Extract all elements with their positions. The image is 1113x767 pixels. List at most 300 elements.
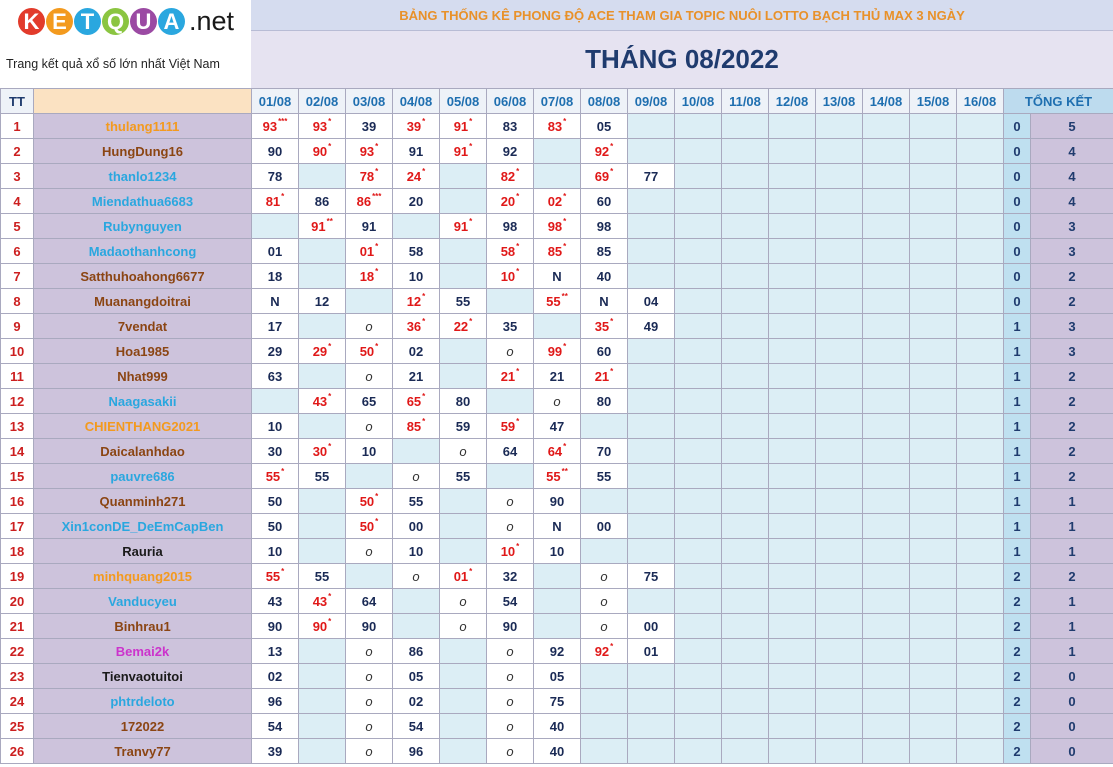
day-cell xyxy=(299,664,346,689)
day-cell xyxy=(581,264,628,289)
hit-star: * xyxy=(469,566,473,576)
day-number: 02 xyxy=(267,668,283,684)
day-cell xyxy=(534,489,581,514)
day-number: o xyxy=(506,743,514,759)
day-cell xyxy=(628,614,675,639)
day-cell xyxy=(957,114,1004,139)
summary-total: 5 xyxy=(1031,114,1113,139)
day-cell xyxy=(252,714,299,739)
day-number: 18 xyxy=(267,268,283,284)
row-number: 21 xyxy=(1,614,34,639)
day-number: 55 xyxy=(265,568,281,584)
day-cell xyxy=(252,564,299,589)
header-date: 09/08 xyxy=(628,89,675,114)
day-number: 30 xyxy=(312,443,328,459)
day-number: o xyxy=(506,693,514,709)
day-number: 50 xyxy=(359,518,375,534)
day-number: 43 xyxy=(312,593,328,609)
day-number: o xyxy=(506,518,514,534)
day-cell xyxy=(628,539,675,564)
day-cell xyxy=(863,189,910,214)
day-cell xyxy=(816,714,863,739)
hit-star: * xyxy=(281,566,285,576)
day-cell xyxy=(393,639,440,664)
summary-total: 4 xyxy=(1031,139,1113,164)
player-name[interactable]: phtrdeloto xyxy=(34,689,252,714)
day-number: 55 xyxy=(546,293,561,309)
day-cell xyxy=(393,239,440,264)
day-number: 99 xyxy=(547,343,563,359)
day-number: o xyxy=(600,568,608,584)
player-name[interactable]: Vanducyeu xyxy=(34,589,252,614)
sheet-title: BẢNG THỐNG KÊ PHONG ĐỘ ACE THAM GIA TOPIC NUÔI LOTTO BẠCH THỦ MAX 3 NGÀY xyxy=(251,0,1113,31)
day-number: 90 xyxy=(267,143,283,159)
day-cell xyxy=(534,514,581,539)
day-cell xyxy=(957,314,1004,339)
day-cell xyxy=(816,514,863,539)
day-cell xyxy=(440,289,487,314)
day-cell xyxy=(440,264,487,289)
day-cell xyxy=(299,614,346,639)
hit-star: * xyxy=(375,266,379,276)
hit-star: * xyxy=(563,216,567,226)
day-cell xyxy=(534,739,581,764)
day-number: 85 xyxy=(596,243,612,259)
day-number: 80 xyxy=(455,393,471,409)
day-cell xyxy=(910,714,957,739)
player-name[interactable]: Naagasakii xyxy=(34,389,252,414)
day-cell xyxy=(252,214,299,239)
day-cell xyxy=(675,439,722,464)
day-cell xyxy=(675,564,722,589)
day-cell xyxy=(628,214,675,239)
day-cell xyxy=(581,214,628,239)
day-number: 02 xyxy=(547,193,563,209)
day-cell xyxy=(393,214,440,239)
day-cell xyxy=(534,689,581,714)
day-cell xyxy=(769,689,816,714)
day-cell xyxy=(957,664,1004,689)
day-cell xyxy=(769,314,816,339)
day-number: 29 xyxy=(267,343,283,359)
day-number: 10 xyxy=(361,443,377,459)
day-number: 55 xyxy=(408,493,424,509)
summary-miss: 2 xyxy=(1004,739,1031,764)
header-row xyxy=(1,89,1113,114)
day-cell xyxy=(628,239,675,264)
logo-letter: E xyxy=(46,8,73,35)
day-number: N xyxy=(270,293,280,309)
table-row xyxy=(1,314,1113,339)
day-cell xyxy=(675,739,722,764)
day-cell xyxy=(440,214,487,239)
player-name[interactable]: Miendathua6683 xyxy=(34,189,252,214)
day-cell xyxy=(252,339,299,364)
day-cell xyxy=(675,689,722,714)
day-cell xyxy=(628,589,675,614)
day-cell xyxy=(816,139,863,164)
day-cell xyxy=(346,289,393,314)
day-number: 55 xyxy=(455,468,471,484)
day-cell xyxy=(534,714,581,739)
day-cell xyxy=(675,464,722,489)
month-title: THÁNG 08/2022 xyxy=(251,31,1113,88)
row-number: 23 xyxy=(1,664,34,689)
table-row xyxy=(1,189,1113,214)
day-cell xyxy=(910,314,957,339)
logo-letter: T xyxy=(74,8,101,35)
day-number: 80 xyxy=(596,393,612,409)
player-name[interactable]: 7vendat xyxy=(34,314,252,339)
day-cell xyxy=(346,514,393,539)
day-cell xyxy=(863,514,910,539)
day-number: 91 xyxy=(453,143,469,159)
day-cell xyxy=(957,714,1004,739)
player-name[interactable]: Nhat999 xyxy=(34,364,252,389)
summary-miss: 1 xyxy=(1004,514,1031,539)
player-name[interactable]: Daicalanhdao xyxy=(34,439,252,464)
day-cell xyxy=(487,314,534,339)
day-cell xyxy=(910,164,957,189)
day-number: 65 xyxy=(361,393,377,409)
day-cell xyxy=(628,189,675,214)
day-number: 40 xyxy=(549,743,565,759)
day-cell xyxy=(722,339,769,364)
day-number: 75 xyxy=(643,568,659,584)
hit-star: ** xyxy=(561,291,568,301)
table-row xyxy=(1,239,1113,264)
day-cell xyxy=(957,414,1004,439)
row-number: 14 xyxy=(1,439,34,464)
day-cell xyxy=(675,289,722,314)
table-row xyxy=(1,389,1113,414)
header-date: 13/08 xyxy=(816,89,863,114)
day-cell xyxy=(816,589,863,614)
day-number: 12 xyxy=(314,293,330,309)
day-number: 01 xyxy=(359,243,375,259)
player-name[interactable]: HungDung16 xyxy=(34,139,252,164)
player-name[interactable]: Rauria xyxy=(34,539,252,564)
day-cell xyxy=(487,164,534,189)
player-name[interactable]: Bemai2k xyxy=(34,639,252,664)
day-cell xyxy=(722,214,769,239)
day-cell xyxy=(346,164,393,189)
day-cell xyxy=(346,364,393,389)
day-cell xyxy=(393,314,440,339)
hit-star: * xyxy=(328,616,332,626)
day-cell xyxy=(863,464,910,489)
day-cell xyxy=(346,114,393,139)
day-cell xyxy=(393,464,440,489)
player-name[interactable]: Tienvaotuitoi xyxy=(34,664,252,689)
day-number: 40 xyxy=(596,268,612,284)
day-cell xyxy=(252,539,299,564)
day-number: N xyxy=(552,268,562,284)
day-cell xyxy=(957,239,1004,264)
day-cell xyxy=(252,164,299,189)
day-cell xyxy=(722,164,769,189)
day-cell xyxy=(440,364,487,389)
day-cell xyxy=(769,664,816,689)
header-tt: TT xyxy=(1,89,34,114)
day-number: 39 xyxy=(406,118,422,134)
day-cell xyxy=(722,714,769,739)
day-cell xyxy=(299,164,346,189)
day-cell xyxy=(769,339,816,364)
day-number: 92 xyxy=(594,143,610,159)
player-name[interactable]: Quanminh271 xyxy=(34,489,252,514)
day-cell xyxy=(534,614,581,639)
day-cell xyxy=(346,139,393,164)
player-name[interactable]: Satthuhoahong6677 xyxy=(34,264,252,289)
day-cell xyxy=(957,739,1004,764)
day-number: 17 xyxy=(267,318,283,334)
table-row xyxy=(1,339,1113,364)
day-cell xyxy=(863,139,910,164)
day-number: 43 xyxy=(267,593,283,609)
player-name[interactable]: thulang1111 xyxy=(34,114,252,139)
day-cell xyxy=(299,639,346,664)
day-number: 01 xyxy=(453,568,469,584)
day-number: 86 xyxy=(408,643,424,659)
summary-total: 2 xyxy=(1031,264,1113,289)
day-number: o xyxy=(365,718,373,734)
day-cell xyxy=(769,464,816,489)
day-cell xyxy=(628,489,675,514)
day-number: 24 xyxy=(406,168,422,184)
day-number: 05 xyxy=(408,668,424,684)
player-name[interactable]: Tranvy77 xyxy=(34,739,252,764)
summary-miss: 0 xyxy=(1004,164,1031,189)
player-name[interactable]: 172022 xyxy=(34,714,252,739)
player-name[interactable]: Xin1conDE_DeEmCapBen xyxy=(34,514,252,539)
day-cell xyxy=(769,239,816,264)
hit-star: * xyxy=(563,341,567,351)
day-cell xyxy=(252,289,299,314)
table-row xyxy=(1,639,1113,664)
day-number: 59 xyxy=(500,418,516,434)
logo-letter: K xyxy=(18,8,45,35)
day-cell xyxy=(393,289,440,314)
summary-miss: 0 xyxy=(1004,139,1031,164)
day-cell xyxy=(910,214,957,239)
header-date: 04/08 xyxy=(393,89,440,114)
day-cell xyxy=(675,714,722,739)
day-number: o xyxy=(365,643,373,659)
day-number: o xyxy=(412,568,420,584)
day-cell xyxy=(534,664,581,689)
day-cell xyxy=(675,414,722,439)
day-number: 78 xyxy=(267,168,283,184)
table-row xyxy=(1,414,1113,439)
day-cell xyxy=(628,414,675,439)
player-name[interactable]: minhquang2015 xyxy=(34,564,252,589)
row-number: 19 xyxy=(1,564,34,589)
header-date: 06/08 xyxy=(487,89,534,114)
day-cell xyxy=(675,489,722,514)
day-cell xyxy=(628,564,675,589)
day-cell xyxy=(581,514,628,539)
player-name[interactable]: Rubynguyen xyxy=(34,214,252,239)
day-cell xyxy=(628,139,675,164)
day-cell xyxy=(863,339,910,364)
day-number: 04 xyxy=(643,293,659,309)
day-number: 47 xyxy=(549,418,565,434)
player-name[interactable]: Binhrau1 xyxy=(34,614,252,639)
day-cell xyxy=(769,139,816,164)
day-cell xyxy=(957,364,1004,389)
day-number: 20 xyxy=(500,193,516,209)
day-cell xyxy=(910,589,957,614)
hit-star: * xyxy=(422,116,426,126)
day-cell xyxy=(393,164,440,189)
day-number: 01 xyxy=(267,243,283,259)
summary-miss: 2 xyxy=(1004,589,1031,614)
day-cell xyxy=(910,239,957,264)
day-cell xyxy=(440,439,487,464)
day-number: o xyxy=(506,343,514,359)
day-cell xyxy=(628,339,675,364)
header-date: 14/08 xyxy=(863,89,910,114)
day-number: 91 xyxy=(453,218,469,234)
summary-total: 2 xyxy=(1031,389,1113,414)
day-cell xyxy=(675,539,722,564)
table-row xyxy=(1,439,1113,464)
day-cell xyxy=(722,589,769,614)
ketqua-logo[interactable] xyxy=(18,8,234,35)
day-cell xyxy=(346,664,393,689)
player-name[interactable]: Muanangdoitrai xyxy=(34,289,252,314)
day-cell xyxy=(534,364,581,389)
day-number: 32 xyxy=(502,568,518,584)
day-cell xyxy=(910,339,957,364)
day-cell xyxy=(957,214,1004,239)
day-cell xyxy=(393,489,440,514)
player-name[interactable]: thanlo1234 xyxy=(34,164,252,189)
day-cell xyxy=(581,664,628,689)
day-cell xyxy=(346,714,393,739)
day-cell xyxy=(252,689,299,714)
day-cell xyxy=(957,589,1004,614)
row-number: 4 xyxy=(1,189,34,214)
day-cell xyxy=(440,139,487,164)
day-cell xyxy=(581,689,628,714)
day-cell xyxy=(534,339,581,364)
day-cell xyxy=(957,689,1004,714)
day-number: 29 xyxy=(312,343,328,359)
summary-miss: 0 xyxy=(1004,214,1031,239)
day-cell xyxy=(628,314,675,339)
player-name[interactable]: CHIENTHANG2021 xyxy=(34,414,252,439)
table-row xyxy=(1,739,1113,764)
day-number: 91 xyxy=(408,143,424,159)
day-number: 98 xyxy=(502,218,518,234)
hit-star: * xyxy=(610,316,614,326)
summary-total: 3 xyxy=(1031,214,1113,239)
day-cell xyxy=(440,414,487,439)
day-cell xyxy=(440,539,487,564)
header-date: 11/08 xyxy=(722,89,769,114)
day-number: 21 xyxy=(549,368,565,384)
day-cell xyxy=(487,664,534,689)
day-cell xyxy=(957,464,1004,489)
day-number: o xyxy=(459,443,467,459)
day-cell xyxy=(675,164,722,189)
day-cell xyxy=(675,314,722,339)
player-name[interactable]: Madaothanhcong xyxy=(34,239,252,264)
day-cell xyxy=(487,614,534,639)
day-number: 10 xyxy=(408,543,424,559)
day-cell xyxy=(910,439,957,464)
day-cell xyxy=(769,114,816,139)
day-cell xyxy=(440,664,487,689)
summary-total: 4 xyxy=(1031,164,1113,189)
hit-star: * xyxy=(516,541,520,551)
day-cell xyxy=(440,239,487,264)
day-cell xyxy=(534,114,581,139)
summary-miss: 1 xyxy=(1004,339,1031,364)
summary-total: 0 xyxy=(1031,664,1113,689)
hit-star: * xyxy=(610,166,614,176)
day-cell xyxy=(957,564,1004,589)
summary-total: 1 xyxy=(1031,614,1113,639)
summary-miss: 1 xyxy=(1004,439,1031,464)
day-number: 90 xyxy=(312,143,328,159)
day-number: 20 xyxy=(408,193,424,209)
day-number: 93 xyxy=(359,143,375,159)
day-cell xyxy=(299,339,346,364)
day-cell xyxy=(816,639,863,664)
player-name[interactable]: pauvre686 xyxy=(34,464,252,489)
player-name[interactable]: Hoa1985 xyxy=(34,339,252,364)
row-number: 6 xyxy=(1,239,34,264)
day-number: 40 xyxy=(549,718,565,734)
day-cell xyxy=(722,614,769,639)
day-cell xyxy=(910,639,957,664)
day-cell xyxy=(534,239,581,264)
hit-star: * xyxy=(610,641,614,651)
day-number: 05 xyxy=(596,118,612,134)
hit-star: * xyxy=(281,191,285,201)
day-cell xyxy=(534,439,581,464)
summary-miss: 0 xyxy=(1004,264,1031,289)
day-cell xyxy=(299,689,346,714)
row-number: 18 xyxy=(1,539,34,564)
day-cell xyxy=(440,714,487,739)
day-number: 21 xyxy=(408,368,424,384)
day-cell xyxy=(816,414,863,439)
day-cell xyxy=(769,489,816,514)
day-cell xyxy=(957,289,1004,314)
hit-star: * xyxy=(375,141,379,151)
day-cell xyxy=(722,314,769,339)
header-date: 12/08 xyxy=(769,89,816,114)
day-cell xyxy=(769,514,816,539)
day-cell xyxy=(816,289,863,314)
day-cell xyxy=(393,114,440,139)
day-number: 75 xyxy=(549,693,565,709)
day-cell xyxy=(581,414,628,439)
table-row xyxy=(1,564,1113,589)
hit-star: * xyxy=(516,166,520,176)
day-number: o xyxy=(506,718,514,734)
day-cell xyxy=(487,239,534,264)
day-cell xyxy=(393,439,440,464)
day-number: 60 xyxy=(596,193,612,209)
day-cell xyxy=(769,414,816,439)
day-cell xyxy=(440,114,487,139)
day-cell xyxy=(628,114,675,139)
